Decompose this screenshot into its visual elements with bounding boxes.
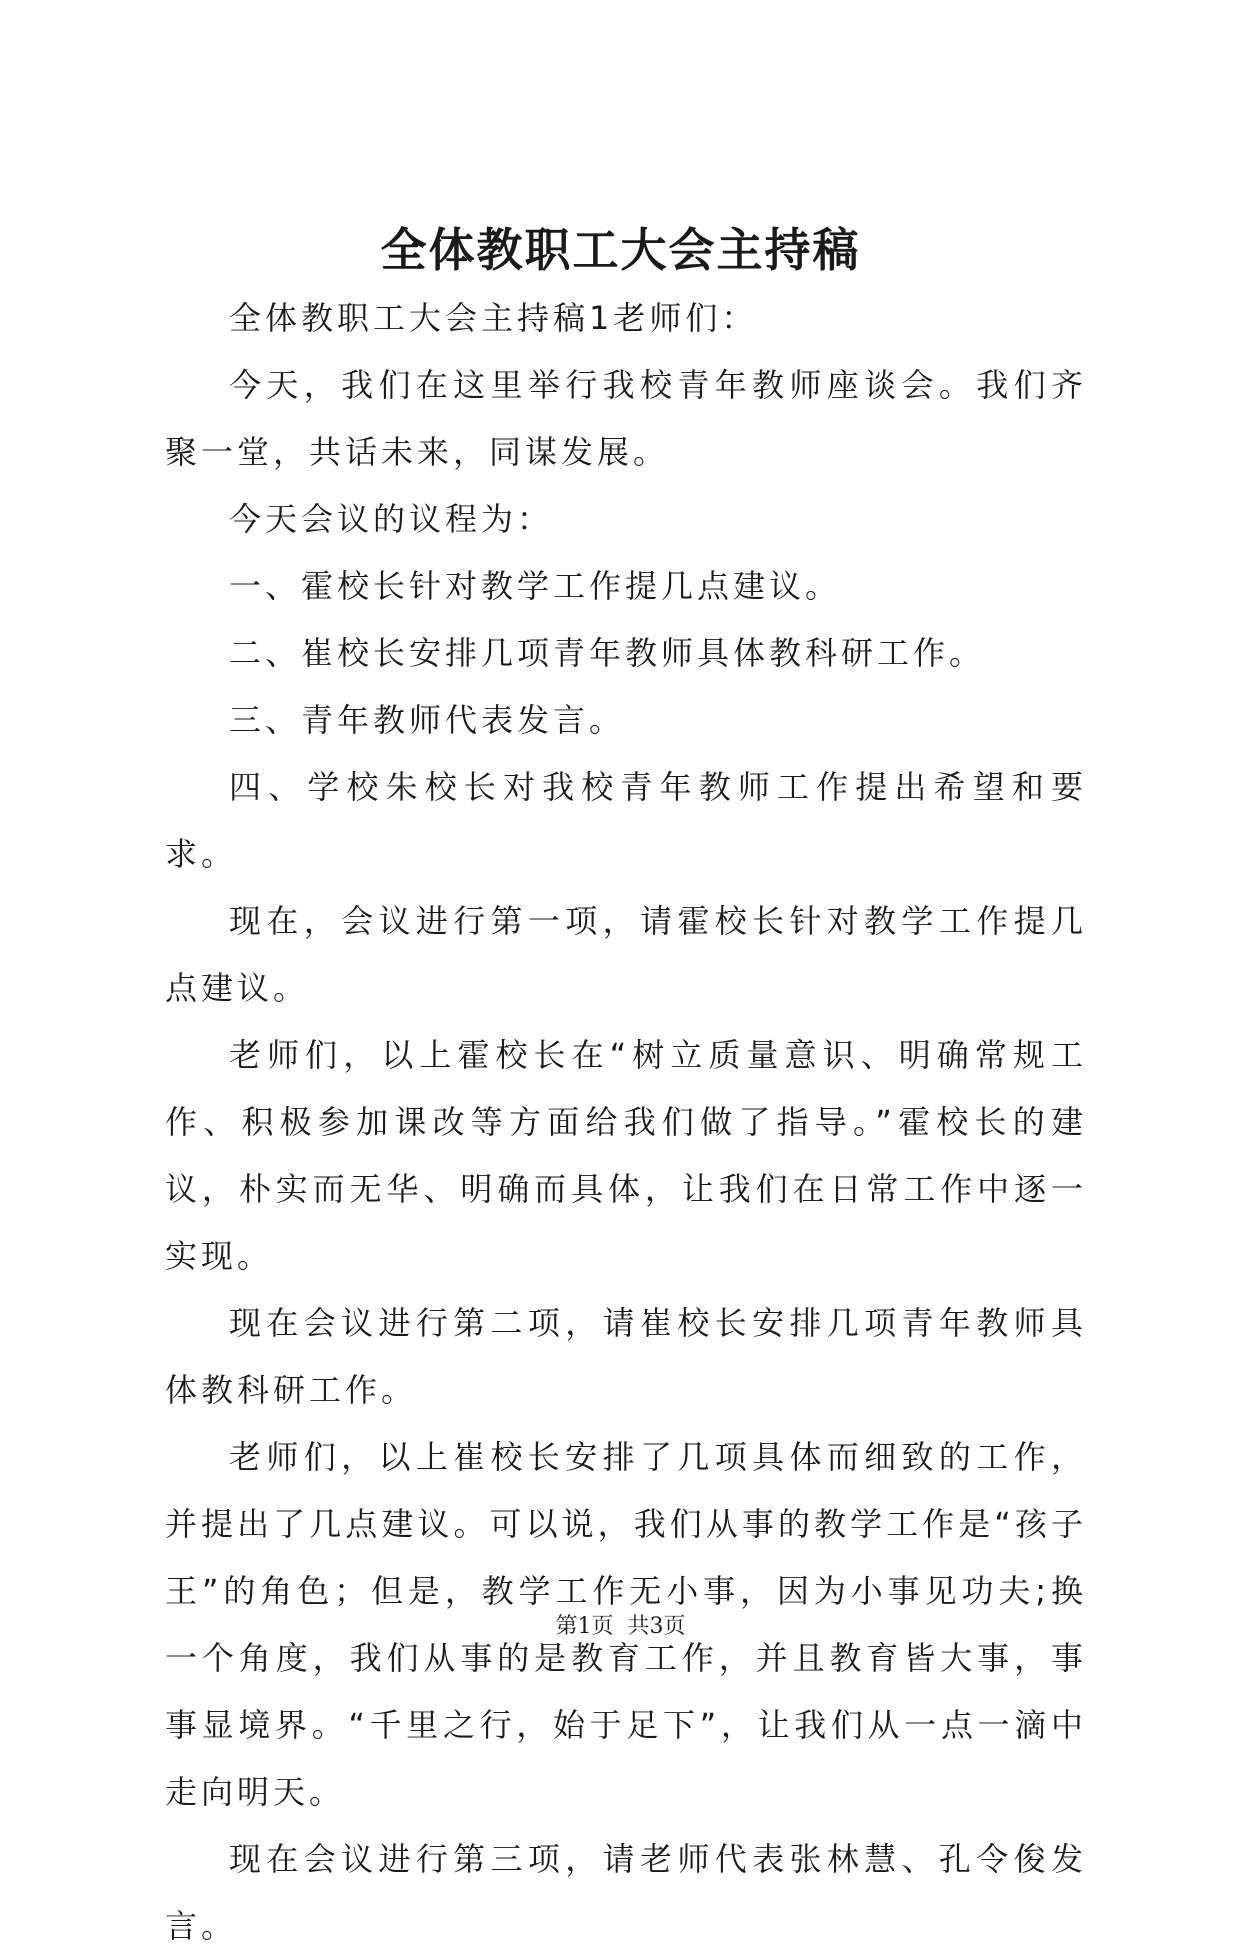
- paragraph: 三、青年教师代表发言。: [229, 701, 626, 739]
- paragraph: 今天，我们在这里举行我校青年教师座谈会。我们齐聚一堂，共话未来，同谋发展。: [165, 366, 1087, 471]
- paragraph: 四、学校朱校长对我校青年教师工作提出希望和要求。: [165, 768, 1087, 873]
- document-title: 全体教职工大会主持稿: [380, 223, 861, 277]
- paragraph: 全体教职工大会主持稿1老师们：: [229, 299, 758, 337]
- page-total: 共3页: [627, 1614, 686, 1639]
- paragraph: 二、崔校长安排几项青年教师具体教科研工作。: [229, 634, 986, 672]
- document-body: [165, 285, 1087, 1960]
- page-footer: [0, 1612, 1241, 1642]
- paragraph: 现在会议进行第三项，请老师代表张林慧、孔令俊发言。: [165, 1840, 1087, 1945]
- paragraph: 老师们，以上崔校长安排了几项具体而细致的工作，并提出了几点建议。可以说，我们从事的教学工作是“孩子王”的角色；但是，教学工作无小事，因为小事见功夫;换一个角度，我们从事的是教育工作，并且教育皆大事，事事显境界。“千里之行，始于足下”，让我们从一点一滴中走向明天。: [165, 1438, 1087, 1811]
- paragraph: 今天会议的议程为：: [229, 500, 554, 538]
- paragraph: 现在，会议进行第一项，请霍校长针对教学工作提几点建议。: [165, 902, 1087, 1007]
- paragraph: 现在会议进行第二项，请崔校长安排几项青年教师具体教科研工作。: [165, 1304, 1087, 1409]
- paragraph: 一、霍校长针对教学工作提几点建议。: [229, 567, 842, 605]
- page-number: 第1页: [555, 1614, 614, 1639]
- paragraph: 老师们，以上霍校长在“树立质量意识、明确常规工作、积极参加课改等方面给我们做了指导。”霍校长的建议，朴实而无华、明确而具体，让我们在日常工作中逐一实现。: [165, 1036, 1087, 1275]
